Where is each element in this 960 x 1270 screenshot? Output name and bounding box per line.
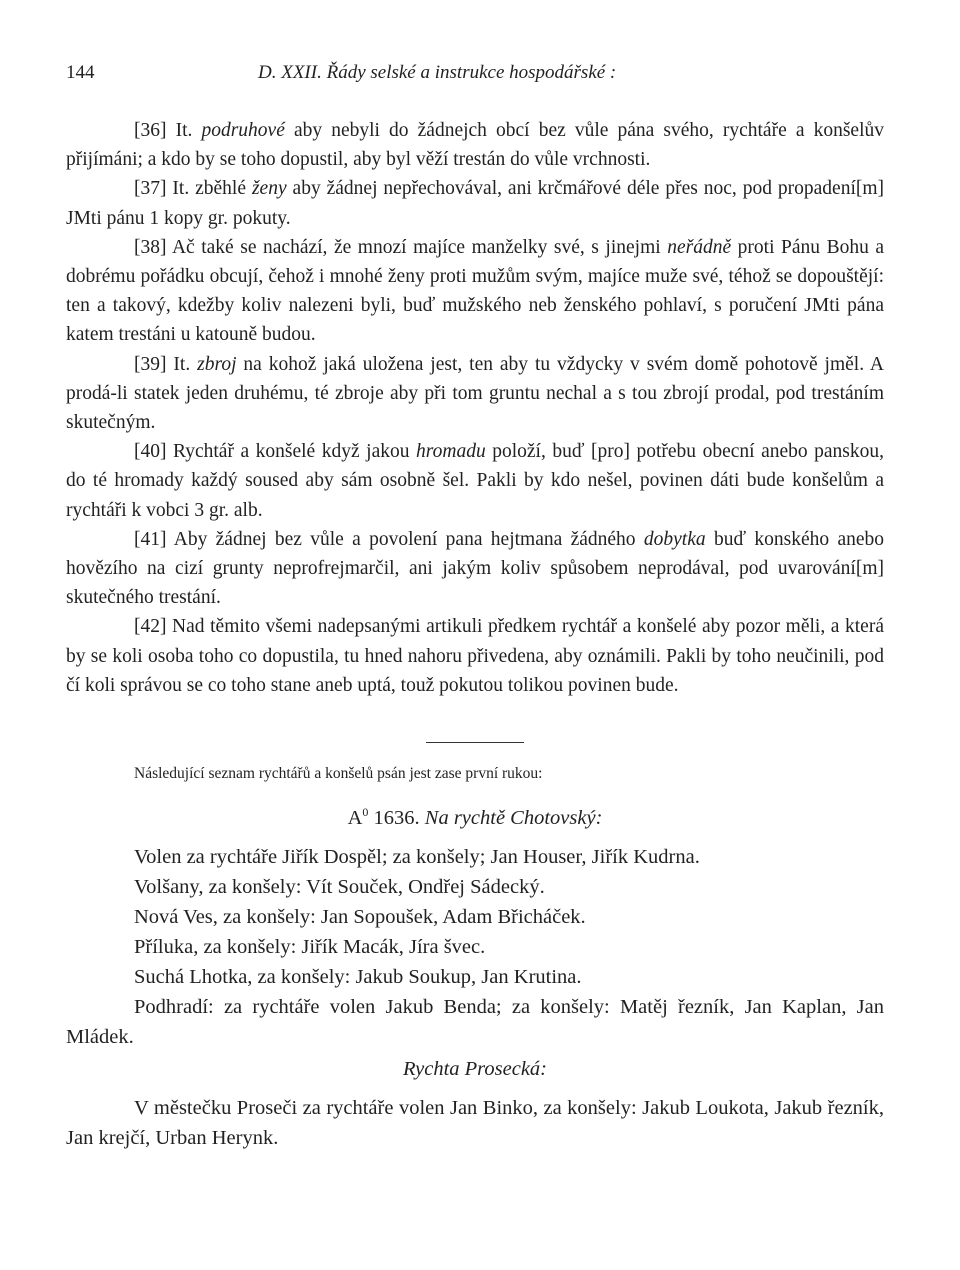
article-number: [37] It. zběhlé: [134, 178, 247, 200]
article-text: aby žádnej nepřechovával, ani krčmářové déle přes noc, pod propadení[m] JMti pánu 1 kopy gr. pokuty.: [66, 178, 885, 229]
running-title: D. XXII. Řády selské a instrukce hospodářské :: [258, 62, 617, 83]
article-number: [39] It.: [134, 353, 191, 375]
emphasis: ženy: [251, 178, 287, 200]
article-41: [66, 525, 884, 613]
roster-entry: Volšany, za konšely: Vít Souček, Ondřej Sádecký.: [134, 875, 545, 898]
emphasis: zbroj: [197, 353, 237, 375]
roster-entry: Volen za rychtáře Jiřík Dospěl; za konšely; Jan Houser, Jiřík Kudrna.: [134, 845, 700, 868]
article-text: buď konského anebo hovězího na cizí grunty neprofrejmarčil, ani jakým koliv spůsobem neprodával, pod uvarování[m] skutečného trestání.: [66, 528, 885, 609]
page-header: [66, 62, 884, 98]
article-40: [66, 437, 884, 525]
rychta-heading: [66, 1058, 884, 1081]
emphasis: dobytka: [643, 528, 706, 550]
page: [66, 62, 884, 1153]
page-number: 144: [66, 62, 95, 83]
roster-chotovsky: [66, 842, 884, 1052]
article-42: [66, 612, 884, 700]
emphasis: hromadu: [416, 441, 486, 463]
section-divider: [426, 742, 524, 743]
article-number: [36] It.: [134, 120, 193, 141]
rychta-title: Na rychtě Chotovský:: [424, 806, 603, 829]
emphasis: neřádně: [667, 236, 732, 258]
year-prefix: A: [347, 806, 363, 829]
article-text: aby nebyli do žádnejch obcí bez vůle pána svého, rychtáře a konšelův přijímáni; a kdo by se toho dopustil, aby byl věží trestán do vůle vrchnosti.: [66, 120, 884, 171]
list-intro: Následující seznam rychtářů a konšelů psán jest zase první rukou:: [134, 765, 543, 783]
roster-entry: Podhradí: za rychtáře volen Jakub Benda; za konšely: Matěj řezník, Jan Kaplan, Jan Mládek.: [66, 995, 884, 1048]
article-text: [42] Nad těmito všemi nadepsanými artikuli předkem rychtář a konšelé aby pozor měli, a která by se koli osoba toho co dopustila, tu hned nahoru přivedena, aby oznámili. Pakli by toho neučinili, pod čí koli správou se co toho stane aneb uptá, touž pokutou tolikou povinen bude.: [66, 616, 884, 696]
article-39: [66, 350, 884, 438]
articles: [66, 116, 884, 700]
roster-entry: Nová Ves, za konšely: Jan Sopoušek, Adam Břicháček.: [134, 905, 586, 928]
year-superscript: 0: [362, 805, 369, 820]
emphasis: podruhové: [201, 120, 285, 141]
article-text: proti Pánu Bohu a dobrému pořádku obcují, čehož i mnohé ženy proti mužům svým, majíce muže své, téhož se dopouštějí: ten a takový, kdežby koliv nalezeni byli, buď mužského neb ženského pohlaví, s poručení JMti pána katem trestáni u katouně budou.: [66, 236, 885, 346]
article-36: [66, 116, 884, 174]
article-number: [40] Rychtář a konšelé když jakou: [134, 441, 410, 463]
roster-entry: V městečku Proseči za rychtáře volen Jan Binko, za konšely: Jakub Loukota, Jakub řezník, Jan krejčí, Urban Herynk.: [66, 1096, 884, 1149]
article-text: položí, buď [pro] potřebu obecní anebo panskou, do té hromady každý soused aby sám osobně šel. Pakli by kdo nešel, povinen dáti bude konšelům a rychtáři k vobci 3 gr. alb.: [66, 441, 885, 521]
article-text: na kohož jaká uložena jest, ten aby tu vždycky v svém domě pohotově jměl. A prodá-li statek jeden druhému, té zbroje aby při tom gruntu nechal a s tou zbrojí prodal, pod trestáním skutečným.: [66, 353, 884, 434]
year-heading: [66, 805, 884, 830]
article-number: [41] Aby žádnej bez vůle a povolení pana hejtmana žádného: [134, 528, 636, 550]
roster-prosecka: [66, 1093, 884, 1153]
roster-entry: Suchá Lhotka, za konšely: Jakub Soukup, Jan Krutina.: [134, 965, 582, 988]
year: 1636.: [373, 806, 420, 829]
article-number: [38] Ač také se nachází, že mnozí majíce manželky své, s jinejmi: [134, 236, 661, 258]
roster-entry: Příluka, za konšely: Jiřík Macák, Jíra švec.: [134, 935, 486, 958]
article-37: [66, 174, 884, 232]
rychta-title: Rychta Prosecká:: [402, 1057, 547, 1080]
article-38: [66, 233, 884, 350]
